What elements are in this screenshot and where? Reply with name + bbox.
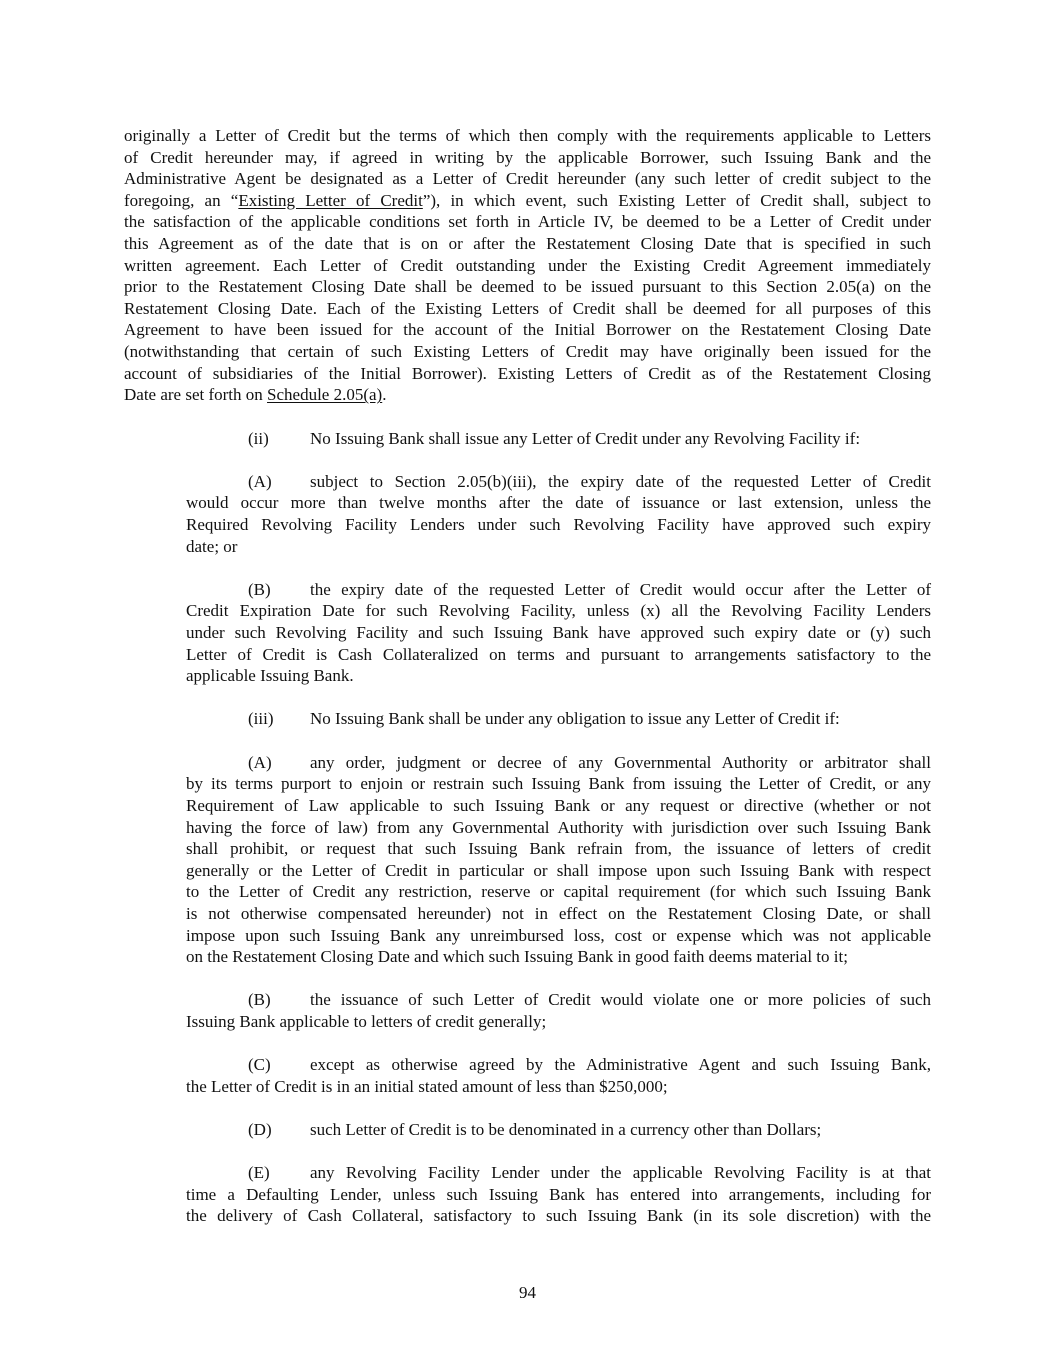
clause-label: (A) xyxy=(248,471,272,491)
text-line: (ii) No Issuing Bank shall issue any Letter of Credit under any Revolving Facility if: xyxy=(248,428,861,448)
text-line: applicable Issuing Bank. xyxy=(186,666,354,686)
clause-label: (C) xyxy=(248,1055,271,1075)
text-line: the Letter of Credit is in an initial stated amount of less than $250,000; xyxy=(186,1076,668,1096)
clause-label: (ii) xyxy=(248,428,269,448)
clause-c xyxy=(186,1054,931,1097)
text-line: (B) the issuance of such Letter of Credit would violate one or more policies of such xyxy=(248,990,931,1010)
text-line: Date are set forth on Schedule 2.05(a). xyxy=(124,385,387,405)
page-number: 94 xyxy=(519,1283,536,1302)
text-line: Administrative Agent be designated as a Letter of Credit hereunder (any such letter of credit subject to the xyxy=(124,169,931,189)
text-line: date; or xyxy=(186,536,238,556)
text-line: (B) the expiry date of the requested Letter of Credit would occur after the Letter of xyxy=(248,579,931,599)
text-line: the delivery of Cash Collateral, satisfactory to such Issuing Bank (in its sole discretion) with the xyxy=(186,1206,931,1226)
clause-label: (A) xyxy=(248,752,272,772)
text-line: Restatement Closing Date. Each of the Existing Letters of Credit shall be deemed for all purposes of this xyxy=(124,298,931,318)
text-line: would occur more than twelve months after the date of issuance or last extension, unless the xyxy=(186,493,931,513)
text-line: (A) any order, judgment or decree of any Governmental Authority or arbitrator shall xyxy=(248,752,931,772)
clause-ii xyxy=(124,428,931,450)
text-line: (D) such Letter of Credit is to be denominated in a currency other than Dollars; xyxy=(248,1120,822,1140)
text-line: by its terms purport to enjoin or restrain such Issuing Bank from issuing the Letter of Credit, or any xyxy=(186,774,931,794)
defined-term-link: Existing Letter of Credit xyxy=(238,190,423,210)
clause-d xyxy=(186,1119,931,1141)
text-line: Required Revolving Facility Lenders under such Revolving Facility have approved such expiry xyxy=(186,514,931,534)
document-page xyxy=(0,125,1055,1249)
text-line: Requirement of Law applicable to such Issuing Bank or any request or directive (whether or not xyxy=(186,795,931,815)
text-line: Credit Expiration Date for such Revolving Facility, unless (x) all the Revolving Facility Lenders xyxy=(186,601,931,621)
clause-b xyxy=(186,989,931,1032)
text-line: this Agreement as of the date that is on or after the Restatement Closing Date that is specified in such xyxy=(124,234,931,254)
text-line: time a Defaulting Lender, unless such Issuing Bank has entered into arrangements, including for xyxy=(186,1184,931,1204)
clause-a xyxy=(186,752,931,968)
text-line: having the force of law) from any Governmental Authority with jurisdiction over such Issuing Bank xyxy=(186,817,931,837)
text-line: Letter of Credit is Cash Collateralized on terms and pursuant to arrangements satisfactory to the xyxy=(186,644,931,664)
text-line: shall prohibit, or request that such Issuing Bank refrain from, the issuance of letters of credit xyxy=(186,839,931,859)
clause-label: (B) xyxy=(248,990,271,1010)
text-line: (notwithstanding that certain of such Existing Letters of Credit may have originally been issued for the xyxy=(124,342,931,362)
clause-a xyxy=(186,471,931,557)
text-line: (C) except as otherwise agreed by the Administrative Agent and such Issuing Bank, xyxy=(248,1055,931,1075)
clause-label: (iii) xyxy=(248,709,274,729)
text-line: generally or the Letter of Credit in particular or shall impose upon such Issuing Bank with respect xyxy=(186,860,931,880)
text-line: originally a Letter of Credit but the terms of which then comply with the requirements applicable to Letters xyxy=(124,126,931,145)
text-line: (A) subject to Section 2.05(b)(iii), the expiry date of the requested Letter of Credit xyxy=(248,471,931,491)
body-paragraph xyxy=(124,125,931,406)
text-line: foregoing, an “Existing Letter of Credit”), in which event, such Existing Letter of Credit shall, subject to xyxy=(124,190,932,210)
clause-label: (B) xyxy=(248,579,271,599)
clause-label: (D) xyxy=(248,1120,272,1140)
text-line: to the Letter of Credit any restriction, reserve or capital requirement (for which such Issuing Bank xyxy=(186,882,931,902)
clause-e xyxy=(186,1162,931,1227)
clause-iii xyxy=(124,708,931,730)
text-line: prior to the Restatement Closing Date shall be deemed to be issued pursuant to this Section 2.05(a) on the xyxy=(124,277,931,297)
text-line: under such Revolving Facility and such Issuing Bank have approved such expiry date or (y) such xyxy=(186,623,931,643)
text-line: Issuing Bank applicable to letters of credit generally; xyxy=(186,1011,547,1031)
text-line: of Credit hereunder may, if agreed in writing by the applicable Borrower, such Issuing Bank and the xyxy=(124,147,931,167)
text-line: Agreement to have been issued for the account of the Initial Borrower on the Restatement Closing Date xyxy=(124,320,931,340)
text-line: impose upon such Issuing Bank any unreimbursed loss, cost or expense which was not applicable xyxy=(186,925,931,945)
text-line: (E) any Revolving Facility Lender under the applicable Revolving Facility is at that xyxy=(248,1163,931,1183)
text-line: account of subsidiaries of the Initial Borrower). Existing Letters of Credit as of the Restatement Closing xyxy=(124,363,931,383)
text-line: written agreement. Each Letter of Credit outstanding under the Existing Credit Agreement immediately xyxy=(124,255,931,275)
text-line: (iii) No Issuing Bank shall be under any obligation to issue any Letter of Credit if: xyxy=(248,709,840,729)
text-line: on the Restatement Closing Date and which such Issuing Bank in good faith deems material to it; xyxy=(186,947,848,967)
defined-term-link: Schedule 2.05(a) xyxy=(267,385,383,405)
clause-b xyxy=(186,579,931,687)
text-line: is not otherwise compensated hereunder) not in effect on the Restatement Closing Date, or shall xyxy=(186,903,931,923)
text-line: the satisfaction of the applicable conditions set forth in Article IV, be deemed to be a Letter of Credit under xyxy=(124,212,931,232)
clause-label: (E) xyxy=(248,1163,270,1183)
